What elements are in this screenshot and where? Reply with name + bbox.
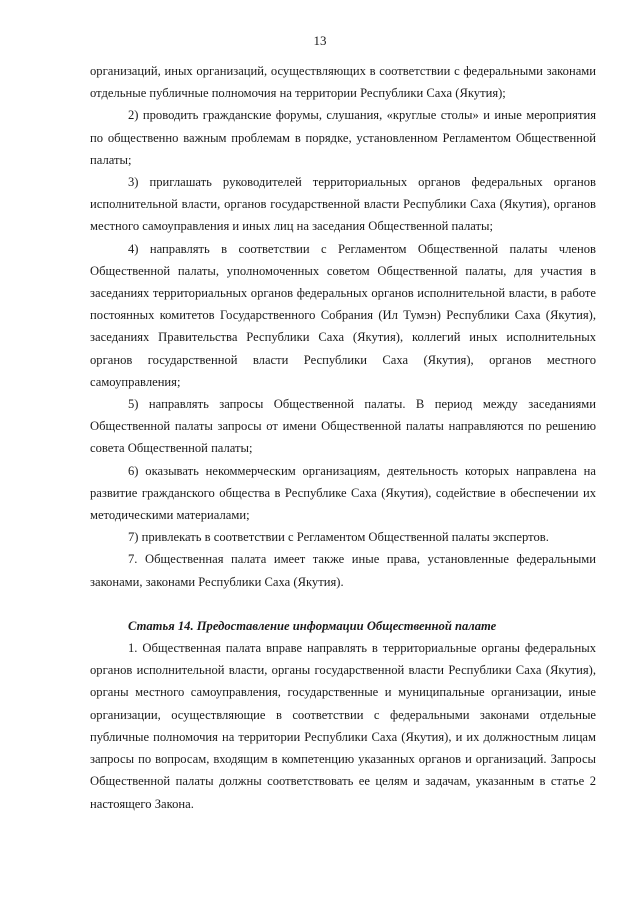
paragraph-item-7: 7) привлекать в соответствии с Регламентом Общественной палаты экспертов. — [128, 530, 549, 545]
paragraph-item-6: 6) оказывать некоммерческим организациям, деятельность которых направлена на развитие гражданского общества в Республике Саха (Якутия), содействие в обеспечении их методическими материалами; — [90, 463, 596, 523]
paragraph-point-7: 7. Общественная палата имеет также иные права, установленные федеральными законами, законами Республики Саха (Якутия). — [90, 552, 596, 589]
page-number: 13 — [313, 33, 327, 48]
article-14-heading: Статья 14. Предоставление информации Общественной палате — [128, 618, 497, 633]
paragraph-item-4: 4) направлять в соответствии с Регламентом Общественной палаты членов Общественной палаты, уполномоченных советом Общественной палаты, для участия в заседаниях территориальных органов федеральных органов исполнительной власти, в работе постоянных комитетов Государственного Собрания (Ил Тумэн) Республики Саха (Якутия), заседаниях Правительства Республики Саха (Якутия), коллегий иных исполнительных органов государственной власти Республики Саха (Якутия), органов местного самоуправления; — [90, 241, 596, 389]
paragraph-item-5: 5) направлять запросы Общественной палаты. В период между заседаниями Общественной палаты запросы от имени Общественной палаты направляются по решению совета Общественной палаты; — [90, 397, 596, 456]
document-body — [90, 60, 596, 815]
paragraph-item-2: 2) проводить гражданские форумы, слушания, «круглые столы» и иные мероприятия по общественно важным проблемам в порядке, установленном Регламентом Общественной палаты; — [90, 108, 596, 167]
paragraph-item-3: 3) приглашать руководителей территориальных органов федеральных органов исполнительной власти, органов государственной власти Республики Саха (Якутия), органов местного самоуправления и иных лиц на заседания Общественной палаты; — [90, 175, 596, 234]
paragraph-continuation: организаций, иных организаций, осуществляющих в соответствии с федеральными законами отдельные публичные полномочия на территории Республики Саха (Якутия); — [90, 64, 596, 101]
article-14-paragraph-1: 1. Общественная палата вправе направлять в территориальные органы федеральных органов исполнительной власти, органы государственной власти Республики Саха (Якутия), органы местного самоуправления, государственные и муниципальные организации, иные организации, осуществляющие в соответствии с федеральными законами отдельные публичные полномочия на территории Республики Саха (Якутия), и их должностным лицам запросы по вопросам, входящим в компетенцию указанных органов и организаций. Запросы Общественной палаты должны соответствовать ее целям и задачам, указанным в статье 2 настоящего Закона. — [90, 641, 596, 811]
